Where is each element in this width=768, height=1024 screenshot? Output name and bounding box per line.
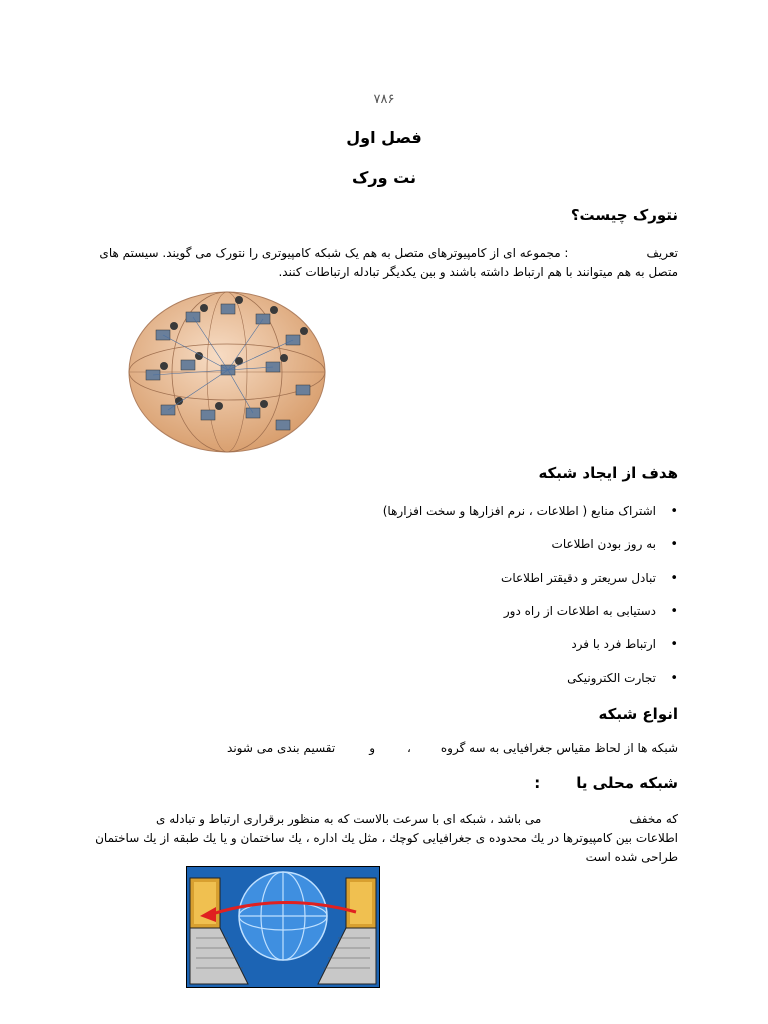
goal-item-4: • دستیابی به اطلاعات از راه دور [504,604,656,618]
definition-line-1 [88,244,678,263]
network-types-and: و [369,741,375,755]
network-globe-illustration [126,290,328,456]
lan-line-2: اطلاعات بین کامپیوترها در یك محدوده ی جغرافیایی کوچك ، مثل یك اداره ، یك ساختمان و یا یك طبقه از یك ساختمان [95,831,678,845]
section-heading-network-types: انواع شبکه [598,705,678,723]
lan-line-1-a: که مخفف [629,812,678,826]
network-types-comma: ، [406,741,411,755]
network-types-text-a: شبکه ها از لحاظ مقیاس جغرافیایی به سه گروه [440,741,678,755]
definition-line-2: متصل به هم میتوانند با هم ارتباط داشته باشند و بین یکدیگر تبادله ارتباطات کنند. [278,265,678,279]
section-heading-what-is-network: نتورک چیست؟ [570,206,678,224]
network-types-text-d: تقسیم بندی می شوند [227,741,336,755]
lan-line-1-b: می باشد ، شبکه ای با سرعت بالاست که به منظور برقراری ارتباط و تبادله ی [156,812,542,826]
lan-line-1 [88,810,678,829]
definition-label: تعریف [646,246,678,260]
lan-illustration [186,866,380,988]
lan-heading-text: شبکه محلی یا [576,774,678,792]
goal-item-6: • تجارت الکترونیکی [567,671,656,685]
network-types-sentence [227,741,678,755]
goal-item-3: • تبادل سریعتر و دقیقتر اطلاعات [501,571,656,585]
page-number: ۷۸۶ [373,92,395,107]
goal-item-5: • ارتباط فرد با فرد [571,637,656,651]
lan-line-3: طراحی شده است [585,850,678,864]
lan-paragraph [88,810,678,867]
definition-paragraph [88,244,678,282]
goal-item-2: • به روز بودن اطلاعات [552,537,656,551]
definition-text: : مجموعه ای از کامپیوترهای متصل به هم یک شبکه کامپیوتری را نتورک می گویند. سیستم های [99,246,569,260]
chapter-subtitle: نت ورک [351,168,417,187]
section-heading-lan [534,774,678,792]
chapter-title: فصل اول [346,128,422,147]
goal-item-1: • اشتراک منابع ( اطلاعات ، نرم افزارها و سخت افزارها) [383,504,656,518]
lan-heading-colon: : [534,774,541,792]
section-heading-network-goals: هدف از ایجاد شبکه [538,464,678,482]
